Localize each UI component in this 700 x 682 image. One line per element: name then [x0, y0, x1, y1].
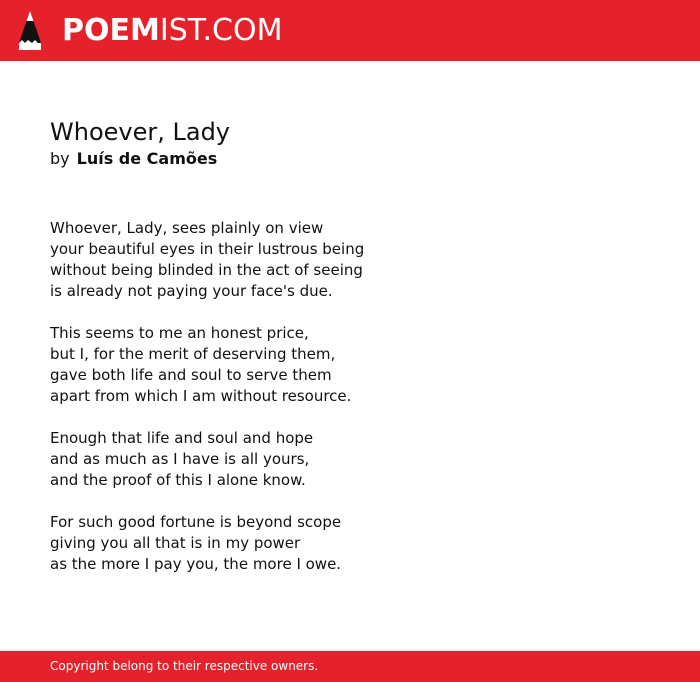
- stanza: [50, 323, 364, 407]
- poem-title: Whoever, Lady: [50, 118, 230, 146]
- stanza: [50, 218, 364, 302]
- site-footer: [0, 651, 700, 682]
- poem-line: your beautiful eyes in their lustrous being: [50, 240, 365, 258]
- poem-line: apart from which I am without resource.: [50, 387, 352, 405]
- poem-line: Whoever, Lady, sees plainly on view: [50, 219, 324, 237]
- poem-body: [50, 218, 364, 575]
- poem-line: and as much as I have is all yours,: [50, 450, 310, 468]
- poem-line: and the proof of this I alone know.: [50, 471, 306, 489]
- logo-text-light: IST.COM: [159, 13, 283, 48]
- byline: [50, 148, 217, 170]
- poem-line: as the more I pay you, the more I owe.: [50, 555, 342, 573]
- site-logo[interactable]: [62, 12, 282, 50]
- poem-line: without being blinded in the act of seeing: [50, 261, 363, 279]
- stanza: [50, 428, 364, 491]
- poem-line: but I, for the merit of deserving them,: [50, 345, 336, 363]
- logo-text-bold: POEM: [62, 13, 160, 48]
- copyright-notice: Copyright belong to their respective owners.: [50, 659, 319, 673]
- poem-line: giving you all that is in my power: [50, 534, 301, 552]
- author-name[interactable]: Luís de Camões: [76, 149, 218, 168]
- pencil-icon[interactable]: [18, 10, 42, 51]
- poem-line: is already not paying your face's due.: [50, 282, 333, 300]
- poem-line: This seems to me an honest price,: [50, 324, 309, 342]
- by-label: by: [50, 149, 70, 168]
- poem-line: Enough that life and soul and hope: [50, 429, 314, 447]
- poem-line: For such good fortune is beyond scope: [50, 513, 342, 531]
- site-header: [0, 0, 700, 61]
- stanza: [50, 512, 364, 575]
- poem-line: gave both life and soul to serve them: [50, 366, 332, 384]
